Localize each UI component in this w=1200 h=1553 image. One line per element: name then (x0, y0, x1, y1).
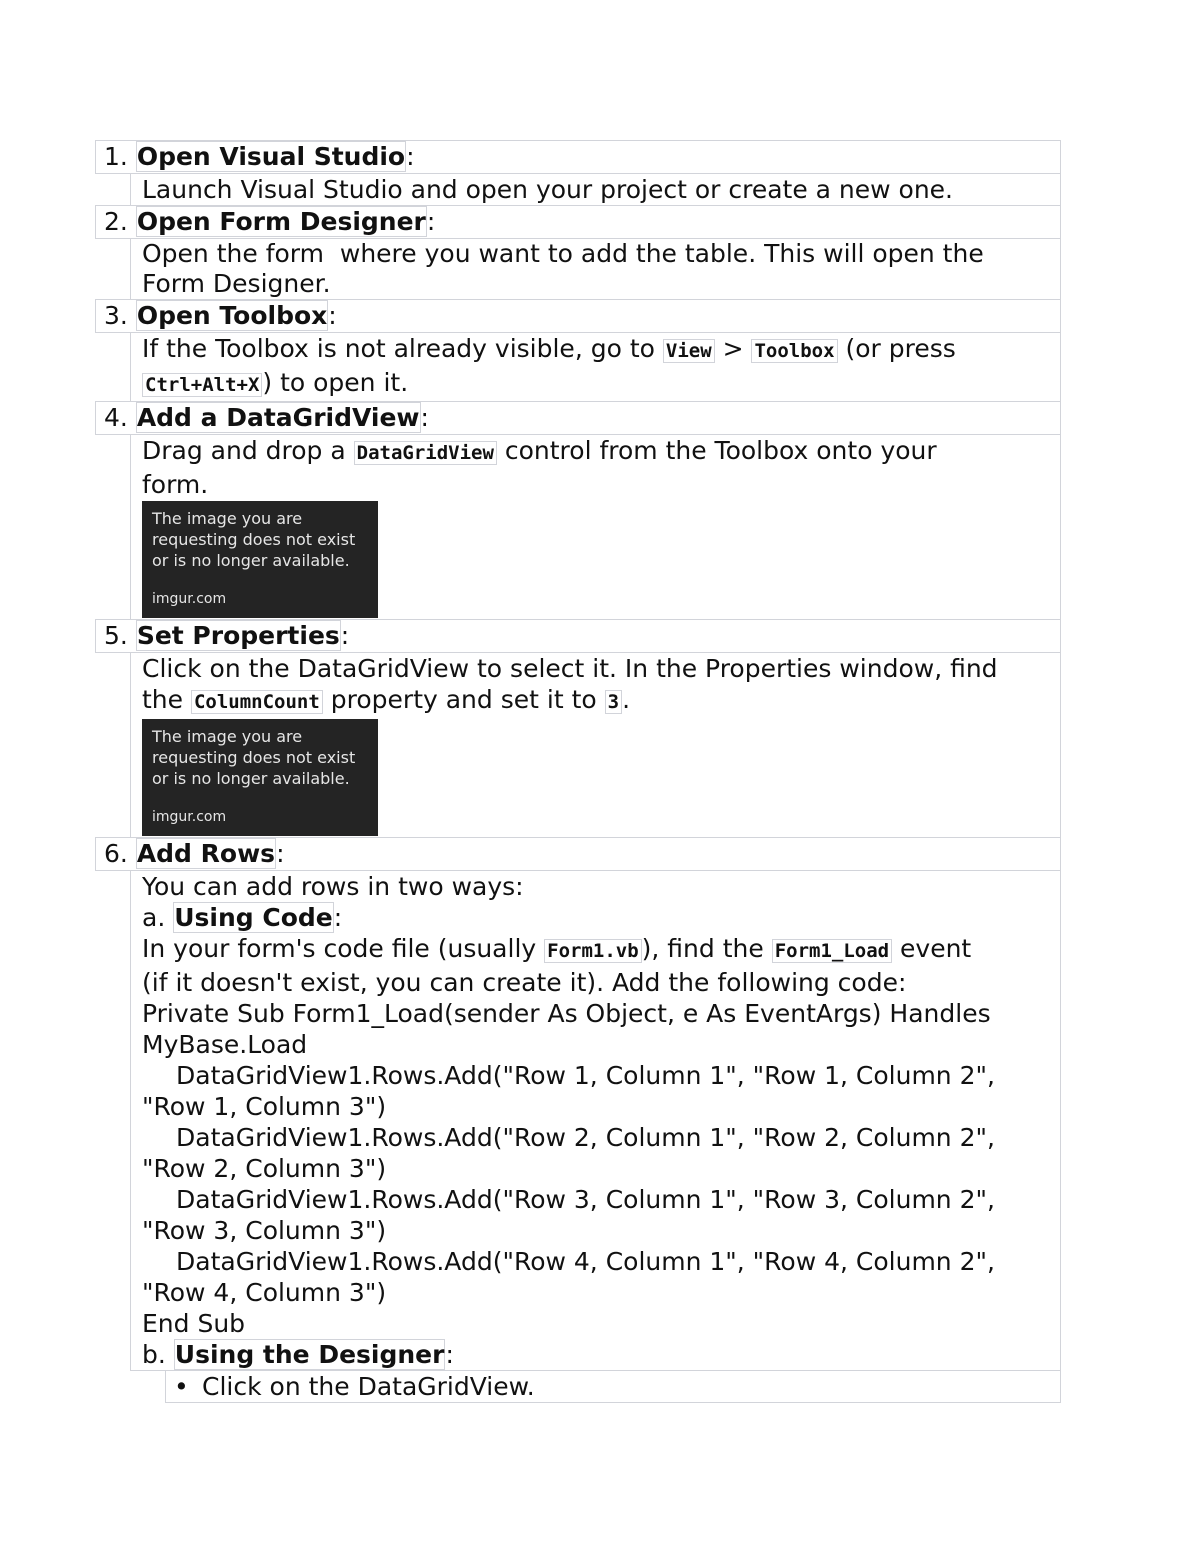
step-text: . (622, 685, 631, 714)
step-text: event (892, 934, 972, 963)
code-line: "Row 1, Column 3") (142, 1092, 387, 1121)
inline-code: Form1_Load (772, 939, 892, 963)
sub-title: Using the Designer (174, 1340, 445, 1369)
step-number: 1. (104, 142, 128, 171)
step-2-heading (95, 205, 1061, 239)
step-text: the (142, 685, 191, 714)
step-5-heading (95, 619, 1061, 653)
inline-code: Toolbox (751, 339, 837, 363)
step-text: ) to open it. (262, 368, 409, 397)
step-6-heading (95, 837, 1061, 871)
colon: : (445, 1340, 454, 1369)
step-title: Add a DataGridView (136, 403, 420, 432)
bullet-text: Click on the DataGridView. (202, 1372, 535, 1401)
step-1-heading (95, 140, 1061, 174)
placeholder-text: The image you are (152, 509, 303, 528)
step-text: Drag and drop a (142, 436, 354, 465)
placeholder-text: or is no longer available. (152, 551, 350, 570)
code-line: DataGridView1.Rows.Add("Row 1, Column 1", "Row 1, Column 2", (176, 1061, 995, 1090)
step-title: Add Rows (136, 839, 276, 868)
step-text: ), find the (641, 934, 772, 963)
step-number: 6. (104, 839, 128, 868)
inline-code: 3 (605, 690, 622, 714)
step-2-body (130, 238, 1061, 300)
inline-code: ColumnCount (191, 690, 323, 714)
step-number: 4. (104, 403, 128, 432)
image-unavailable-placeholder (142, 501, 378, 618)
inline-code: DataGridView (354, 441, 497, 465)
step-1-body (130, 173, 1061, 206)
step-3-body (130, 332, 1061, 402)
step-4-body (130, 434, 1061, 620)
step-text: control from the Toolbox onto your (496, 436, 937, 465)
code-line: Private Sub Form1_Load(sender As Object, e As EventArgs) Handles (142, 999, 991, 1028)
sub-title: Using Code (174, 903, 333, 932)
step-text-line: Form Designer. (142, 269, 331, 298)
code-line: "Row 4, Column 3") (142, 1278, 387, 1307)
colon: : (276, 839, 285, 868)
step-text: You can add rows in two ways: (142, 872, 524, 901)
step-4-heading (95, 401, 1061, 435)
step-title: Open Visual Studio (136, 142, 406, 171)
step-5-body (130, 652, 1061, 838)
sub-label: b. (142, 1340, 174, 1369)
code-line: DataGridView1.Rows.Add("Row 2, Column 1", "Row 2, Column 2", (176, 1123, 995, 1152)
step-6-body (130, 870, 1061, 1371)
step-text: form. (142, 470, 209, 499)
document (95, 141, 1061, 1403)
step-number: 3. (104, 301, 128, 330)
colon: : (328, 301, 337, 330)
step-text-line: Open the form where you want to add the table. This will open the (142, 239, 984, 268)
step-number: 5. (104, 621, 128, 650)
step-text: (if it doesn't exist, you can create it). Add the following code: (142, 968, 907, 997)
inline-code: Form1.vb (544, 939, 642, 963)
step-text: (or press (837, 334, 956, 363)
placeholder-site: imgur.com (152, 809, 227, 825)
step-text: If the Toolbox is not already visible, go to (142, 334, 663, 363)
bullet-icon: • (174, 1372, 189, 1401)
code-line: End Sub (142, 1309, 246, 1338)
image-unavailable-placeholder (142, 719, 378, 836)
code-line: DataGridView1.Rows.Add("Row 4, Column 1", "Row 4, Column 2", (176, 1247, 995, 1276)
colon: : (333, 903, 343, 932)
placeholder-text: The image you are (152, 727, 303, 746)
placeholder-site: imgur.com (152, 591, 227, 607)
colon: : (406, 142, 415, 171)
placeholder-text: requesting does not exist (152, 530, 356, 549)
step-text: In your form's code file (usually (142, 934, 545, 963)
step-title: Set Properties (136, 621, 340, 650)
placeholder-text: requesting does not exist (152, 748, 356, 767)
step-number: 2. (104, 207, 128, 236)
colon: : (420, 403, 429, 432)
step-title: Open Form Designer (136, 207, 426, 236)
designer-bullet-item (165, 1370, 1061, 1403)
colon: : (426, 207, 436, 236)
inline-code: View (663, 339, 715, 363)
code-line: "Row 2, Column 3") (142, 1154, 387, 1183)
step-text: property and set it to (322, 685, 605, 714)
step-text: Launch Visual Studio and open your project or create a new one. (142, 175, 953, 204)
code-line: MyBase.Load (142, 1030, 308, 1059)
step-text: > (714, 334, 752, 363)
inline-code: Ctrl+Alt+X (142, 373, 262, 397)
colon: : (340, 621, 350, 650)
step-3-heading (95, 299, 1061, 333)
placeholder-text: or is no longer available. (152, 769, 350, 788)
step-text: Click on the DataGridView to select it. In the Properties window, find (142, 654, 998, 683)
code-line: DataGridView1.Rows.Add("Row 3, Column 1", "Row 3, Column 2", (176, 1185, 995, 1214)
step-title: Open Toolbox (136, 301, 328, 330)
code-line: "Row 3, Column 3") (142, 1216, 387, 1245)
sub-label: a. (142, 903, 174, 932)
